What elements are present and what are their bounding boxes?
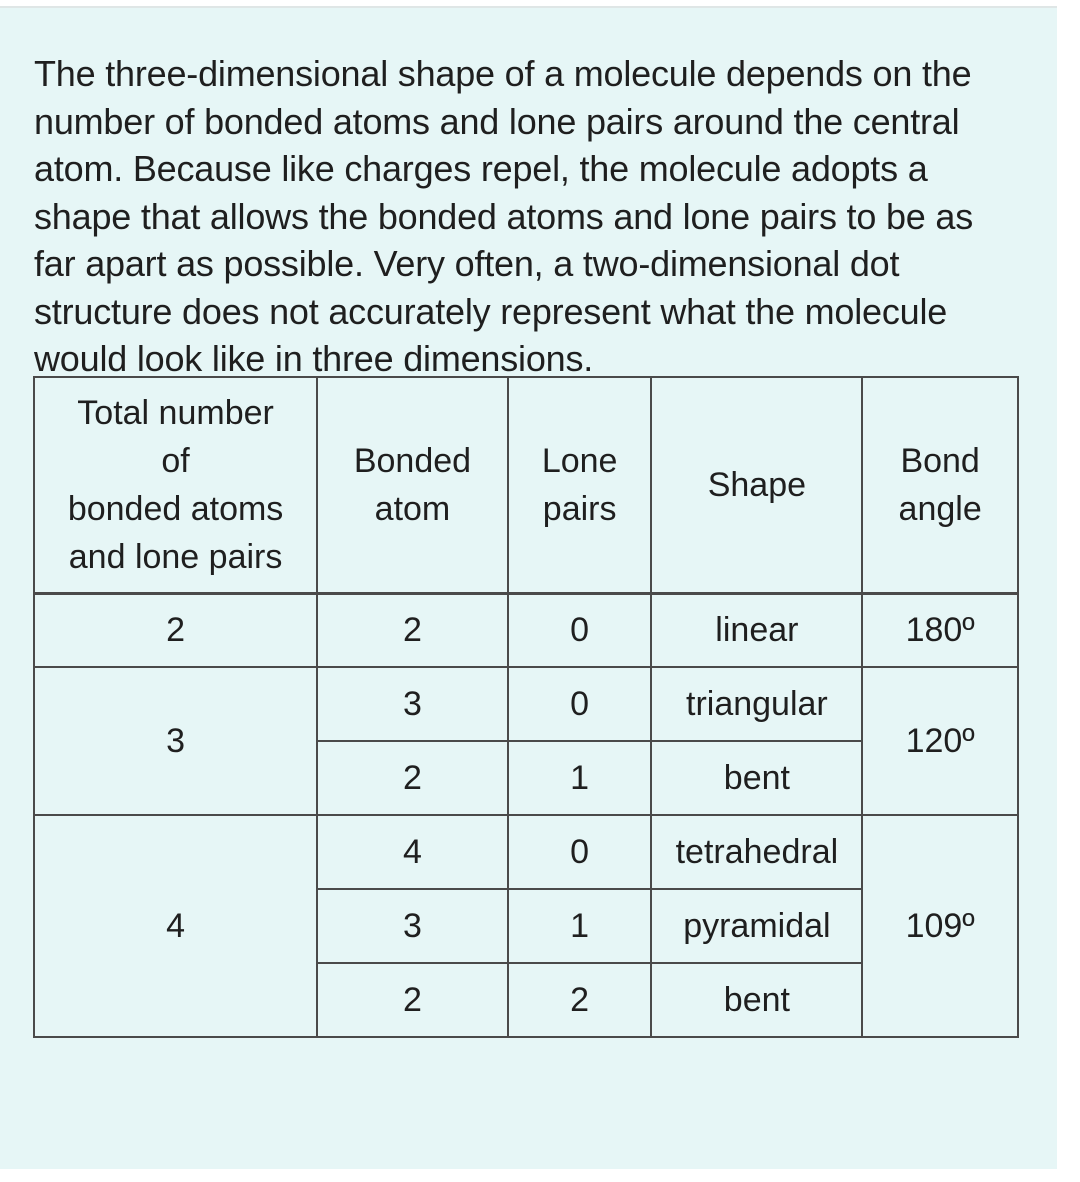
header-line: Bonded <box>353 441 472 480</box>
header-shape <box>651 377 862 593</box>
header-line: atom <box>374 489 451 528</box>
cell-bonded: 4 <box>317 815 508 889</box>
cell-angle: 120º <box>862 667 1018 815</box>
header-bonded-atom <box>317 377 508 593</box>
intro-paragraph: The three-dimensional shape of a molecule depends on the number of bonded atoms and lone pairs around the central atom. Because like charges repel, the molecule adopts a shape that allows the bonded atoms and lone pairs to be as far apart as possible. Very often, a two-dimensional dot structure does not accurately represent what the molecule would look like in three dimensions. <box>34 53 974 379</box>
header-line: pairs <box>542 489 617 528</box>
table-row <box>34 815 1018 889</box>
cell-bonded: 2 <box>317 963 508 1037</box>
cell-angle: 109º <box>862 815 1018 1037</box>
cell-shape: triangular <box>651 667 862 741</box>
table-row <box>34 593 1018 667</box>
molecular-shapes-table <box>33 376 1019 1038</box>
header-bond-angle <box>862 377 1018 593</box>
cell-lone: 0 <box>508 593 652 667</box>
cell-shape: bent <box>651 963 862 1037</box>
cell-shape: bent <box>651 741 862 815</box>
table-header-row <box>34 377 1018 593</box>
cell-lone: 1 <box>508 889 652 963</box>
cell-total: 2 <box>34 593 317 667</box>
header-line: Total number <box>77 393 274 432</box>
cell-bonded: 3 <box>317 667 508 741</box>
header-line: bonded atoms <box>67 489 284 528</box>
header-line: angle <box>898 489 982 528</box>
header-line: Lone <box>541 441 618 480</box>
cell-lone: 0 <box>508 667 652 741</box>
cell-shape: tetrahedral <box>651 815 862 889</box>
cell-bonded: 3 <box>317 889 508 963</box>
header-line: Bond <box>900 441 980 480</box>
header-total-bonded-lone <box>34 377 317 593</box>
cell-total: 4 <box>34 815 317 1037</box>
cell-angle: 180º <box>862 593 1018 667</box>
cell-lone: 1 <box>508 741 652 815</box>
cell-lone: 0 <box>508 815 652 889</box>
header-line: and lone pairs <box>68 537 283 576</box>
header-line: Shape <box>707 465 807 504</box>
cell-lone: 2 <box>508 963 652 1037</box>
cell-bonded: 2 <box>317 593 508 667</box>
cell-shape: linear <box>651 593 862 667</box>
table-row <box>34 667 1018 741</box>
header-lone-pairs <box>508 377 652 593</box>
cell-shape: pyramidal <box>651 889 862 963</box>
cell-bonded: 2 <box>317 741 508 815</box>
header-line: of <box>161 441 190 480</box>
cell-total: 3 <box>34 667 317 815</box>
